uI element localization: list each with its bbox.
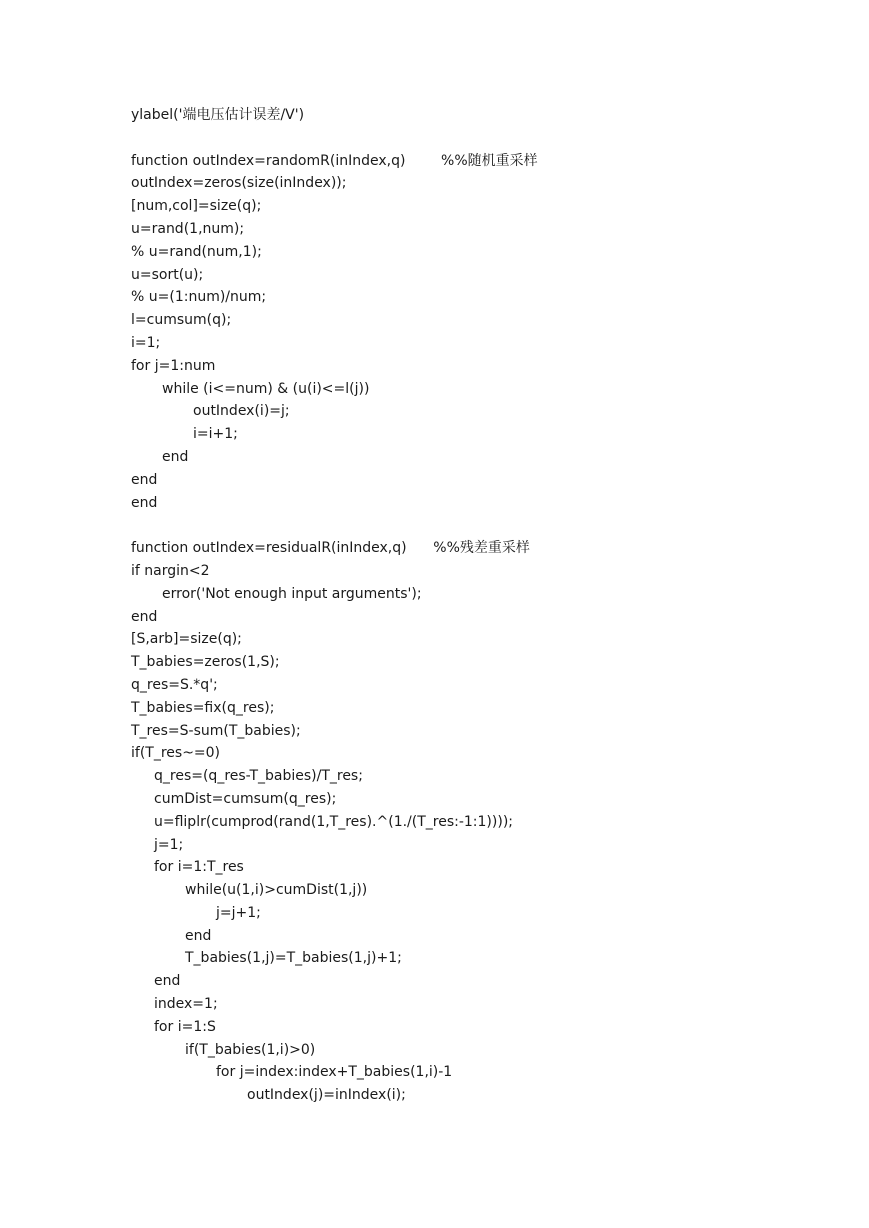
code-line: while(u(1,i)>cumDist(1,j)) <box>185 882 368 899</box>
code-line: function outIndex=randomR(inIndex,q) %%随机重采样 <box>131 152 538 169</box>
code-line: j=j+1; <box>216 904 261 921</box>
code-line: [num,col]=size(q); <box>131 198 262 215</box>
code-line: u=fliplr(cumprod(rand(1,T_res).^(1./(T_res:-1:1)))); <box>154 813 513 830</box>
code-line: i=i+1; <box>193 426 238 443</box>
code-line: outIndex(j)=inIndex(i); <box>247 1087 406 1104</box>
code-line: index=1; <box>154 996 218 1013</box>
code-line: outIndex(i)=j; <box>193 403 290 420</box>
code-line: T_babies=zeros(1,S); <box>131 654 280 671</box>
code-line: T_babies=fix(q_res); <box>131 699 275 716</box>
code-line: for j=1:num <box>131 357 216 374</box>
code-line: % u=rand(num,1); <box>131 243 262 260</box>
code-line: outIndex=zeros(size(inIndex)); <box>131 175 347 192</box>
code-line: end <box>154 973 181 990</box>
code-line: while (i<=num) & (u(i)<=l(j)) <box>162 380 370 397</box>
code-line: T_res=S-sum(T_babies); <box>131 722 301 739</box>
code-line: end <box>131 608 158 625</box>
code-line: ylabel('端电压估计误差/V') <box>131 107 305 123</box>
code-line: function outIndex=residualR(inIndex,q) %%残差重采样 <box>131 540 530 557</box>
code-line: end <box>162 448 189 465</box>
code-line: for i=1:S <box>154 1018 216 1035</box>
code-line: if(T_res~=0) <box>131 745 221 762</box>
code-line: u=sort(u); <box>131 266 204 283</box>
code-line: for j=index:index+T_babies(1,i)-1 <box>216 1064 453 1081</box>
code-line: error('Not enough input arguments'); <box>162 585 422 602</box>
code-line: cumDist=cumsum(q_res); <box>154 790 337 807</box>
code-line: T_babies(1,j)=T_babies(1,j)+1; <box>185 950 402 967</box>
code-line: q_res=S.*q'; <box>131 676 218 693</box>
code-line: end <box>131 471 158 488</box>
code-line: end <box>131 494 158 511</box>
code-line <box>131 514 831 537</box>
code-listing <box>131 104 831 1107</box>
code-line: [S,arb]=size(q); <box>131 631 242 648</box>
code-line: q_res=(q_res-T_babies)/T_res; <box>154 768 363 785</box>
code-line: end <box>185 927 212 944</box>
code-line <box>131 127 831 150</box>
code-line: % u=(1:num)/num; <box>131 289 267 306</box>
code-line: if(T_babies(1,i)>0) <box>185 1041 316 1058</box>
code-line: u=rand(1,num); <box>131 220 245 237</box>
code-line: for i=1:T_res <box>154 859 244 876</box>
code-line: if nargin<2 <box>131 562 210 579</box>
code-line: i=1; <box>131 334 161 351</box>
code-line: j=1; <box>154 836 184 853</box>
code-line: l=cumsum(q); <box>131 312 232 329</box>
